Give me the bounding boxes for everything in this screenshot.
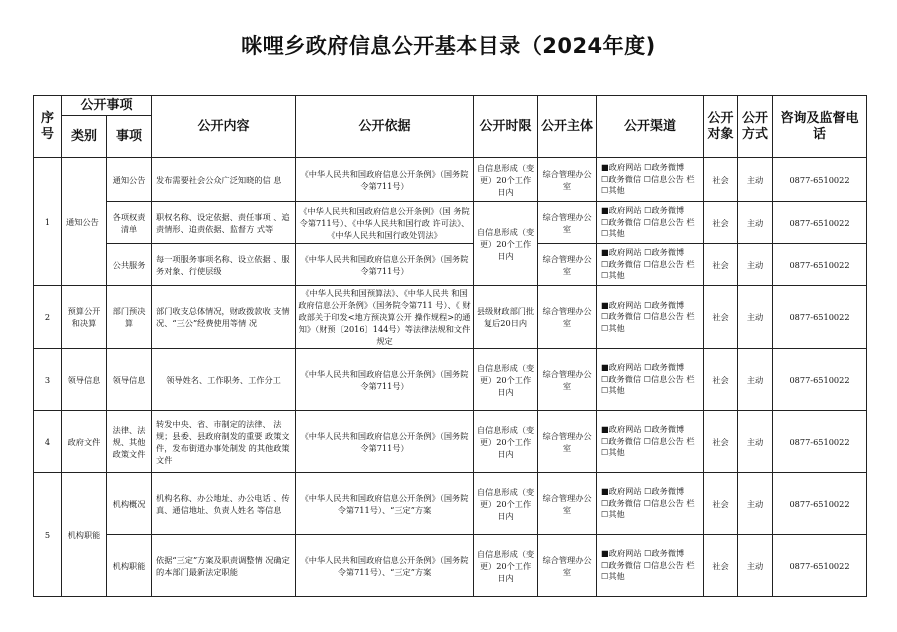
catalog-table — [33, 95, 867, 597]
table-row — [34, 244, 867, 286]
table-row — [34, 473, 867, 535]
row-phone: 0877-6510022 — [773, 244, 867, 286]
group-seq: 1 — [34, 158, 62, 286]
header-public-items: 公开事项 — [62, 96, 152, 116]
group-category: 机构职能 — [62, 473, 107, 597]
row-content: 每一项服务事项名称、设立依据 、服务对象、行使层级 — [152, 244, 296, 286]
row-item: 公共服务 — [107, 244, 152, 286]
row-channel: ■政府网站 ☐政务微博 ☐政务微信 ☐信息公告 栏 ☐其他 — [597, 158, 704, 202]
row-subject: 综合管理办公室 — [538, 202, 597, 244]
group-seq: 3 — [34, 349, 62, 411]
header-subject: 公开主体 — [538, 96, 597, 158]
row-channel: ■政府网站 ☐政务微博 ☐政务微信 ☐信息公告 栏 ☐其他 — [597, 286, 704, 349]
row-basis: 《中华人民共和国政府信息公开条例》（国 务院令第711号）、《中华人民共和国行政 许可法》、《中华人民共和国行政处罚法》 — [296, 202, 474, 244]
row-basis: 《中华人民共和国政府信息公开条例》（国务院令第711号）、“三定”方案 — [296, 473, 474, 535]
table-row — [34, 411, 867, 473]
row-subject: 综合管理办公室 — [538, 535, 597, 597]
table-row — [34, 349, 867, 411]
row-phone: 0877-6510022 — [773, 473, 867, 535]
group-seq: 5 — [34, 473, 62, 597]
row-time: 自信息形成（变更）20个工作日内 — [474, 411, 538, 473]
row-channel: ■政府网站 ☐政务微博 ☐政务微信 ☐信息公告 栏 ☐其他 — [597, 244, 704, 286]
row-subject: 综合管理办公室 — [538, 286, 597, 349]
row-item: 部门预决算 — [107, 286, 152, 349]
row-content: 部门收支总体情况，财政拨款收 支情况、“三公”经费使用等情 况 — [152, 286, 296, 349]
row-item: 机构概况 — [107, 473, 152, 535]
row-phone: 0877-6510022 — [773, 286, 867, 349]
row-method: 主动 — [738, 349, 773, 411]
group-category: 通知公告 — [62, 158, 107, 286]
row-target: 社会 — [704, 244, 738, 286]
row-method: 主动 — [738, 158, 773, 202]
table-row — [34, 202, 867, 244]
row-basis: 《中华人民共和国预算法》、《中华人民共 和国政府信息公开条例》（国务院令第711 号）、《 财政部关于印发<地方预决算公开 操作规程>的通知》（财预〔2016〕144号）等法律法规和文件规定 — [296, 286, 474, 349]
row-subject: 综合管理办公室 — [538, 349, 597, 411]
row-basis: 《中华人民共和国政府信息公开条例》（国务院令第711号） — [296, 158, 474, 202]
row-basis: 《中华人民共和国政府信息公开条例》（国务院令第711号） — [296, 349, 474, 411]
row-time: 县级财政部门批复后20日内 — [474, 286, 538, 349]
header-method: 公开方式 — [738, 96, 773, 158]
row-target: 社会 — [704, 411, 738, 473]
row-target: 社会 — [704, 286, 738, 349]
row-target: 社会 — [704, 535, 738, 597]
row-method: 主动 — [738, 202, 773, 244]
row-time: 自信息形成（变更）20个工作日内 — [474, 349, 538, 411]
row-phone: 0877-6510022 — [773, 202, 867, 244]
table-row — [34, 286, 867, 349]
header-seq: 序号 — [34, 96, 62, 158]
group-category: 领导信息 — [62, 349, 107, 411]
row-item: 法律、法规、其他政策文件 — [107, 411, 152, 473]
header-category: 类别 — [62, 116, 107, 158]
group-seq: 4 — [34, 411, 62, 473]
row-subject: 综合管理办公室 — [538, 244, 597, 286]
group-category: 预算公开和决算 — [62, 286, 107, 349]
row-subject: 综合管理办公室 — [538, 473, 597, 535]
row-time: 自信息形成（变更）20个工作日内 — [474, 535, 538, 597]
header-item: 事项 — [107, 116, 152, 158]
row-time: 自信息形成（变更）20个工作日内 — [474, 202, 538, 286]
header-content: 公开内容 — [152, 96, 296, 158]
row-basis: 《中华人民共和国政府信息公开条例》（国务院令第711号） — [296, 411, 474, 473]
header-channel: 公开渠道 — [597, 96, 704, 158]
row-method: 主动 — [738, 411, 773, 473]
row-target: 社会 — [704, 349, 738, 411]
row-method: 主动 — [738, 473, 773, 535]
row-content: 依据“三定”方案及职责调整情 况确定的本部门最新法定职能 — [152, 535, 296, 597]
row-content: 职权名称、设定依据、责任事项 、追责情形、追责依据、监督方 式等 — [152, 202, 296, 244]
row-channel: ■政府网站 ☐政务微博 ☐政务微信 ☐信息公告 栏 ☐其他 — [597, 411, 704, 473]
row-phone: 0877-6510022 — [773, 158, 867, 202]
row-subject: 综合管理办公室 — [538, 411, 597, 473]
row-channel: ■政府网站 ☐政务微博 ☐政务微信 ☐信息公告 栏 ☐其他 — [597, 349, 704, 411]
row-channel: ■政府网站 ☐政务微博 ☐政务微信 ☐信息公告 栏 ☐其他 — [597, 202, 704, 244]
row-subject: 综合管理办公室 — [538, 158, 597, 202]
row-content: 转发中央、省、市制定的法律、 法规；县委、县政府制发的重要 政策文件，发布街道办事处制发 的其他政策文件 — [152, 411, 296, 473]
row-item: 领导信息 — [107, 349, 152, 411]
group-category: 政府文件 — [62, 411, 107, 473]
row-item: 机构职能 — [107, 535, 152, 597]
group-seq: 2 — [34, 286, 62, 349]
row-method: 主动 — [738, 244, 773, 286]
row-phone: 0877-6510022 — [773, 349, 867, 411]
row-target: 社会 — [704, 202, 738, 244]
row-basis: 《中华人民共和国政府信息公开条例》（国务院令第711号）、“三定”方案 — [296, 535, 474, 597]
row-content: 发布需要社会公众广泛知晓的信 息 — [152, 158, 296, 202]
row-method: 主动 — [738, 535, 773, 597]
row-item: 通知公告 — [107, 158, 152, 202]
header-basis: 公开依据 — [296, 96, 474, 158]
row-phone: 0877-6510022 — [773, 535, 867, 597]
row-target: 社会 — [704, 158, 738, 202]
row-basis: 《中华人民共和国政府信息公开条例》（国务院令第711号） — [296, 244, 474, 286]
header-time: 公开时限 — [474, 96, 538, 158]
row-phone: 0877-6510022 — [773, 411, 867, 473]
header-target: 公开对象 — [704, 96, 738, 158]
table-row — [34, 158, 867, 202]
table-row — [34, 535, 867, 597]
row-time: 自信息形成（变更）20个工作日内 — [474, 158, 538, 202]
row-channel: ■政府网站 ☐政务微博 ☐政务微信 ☐信息公告 栏 ☐其他 — [597, 473, 704, 535]
row-item: 各项权责清单 — [107, 202, 152, 244]
row-time: 自信息形成（变更）20个工作日内 — [474, 473, 538, 535]
row-channel: ■政府网站 ☐政务微博 ☐政务微信 ☐信息公告 栏 ☐其他 — [597, 535, 704, 597]
header-contact: 咨询及监督电话 — [773, 96, 867, 158]
row-method: 主动 — [738, 286, 773, 349]
row-target: 社会 — [704, 473, 738, 535]
row-content: 机构名称、办公地址、办公电话 、传真、通信地址、负责人姓名 等信息 — [152, 473, 296, 535]
row-content: 领导姓名、工作职务、工作分工 — [152, 349, 296, 411]
page-title: 咪哩乡政府信息公开基本目录（2024年度) — [241, 34, 656, 58]
